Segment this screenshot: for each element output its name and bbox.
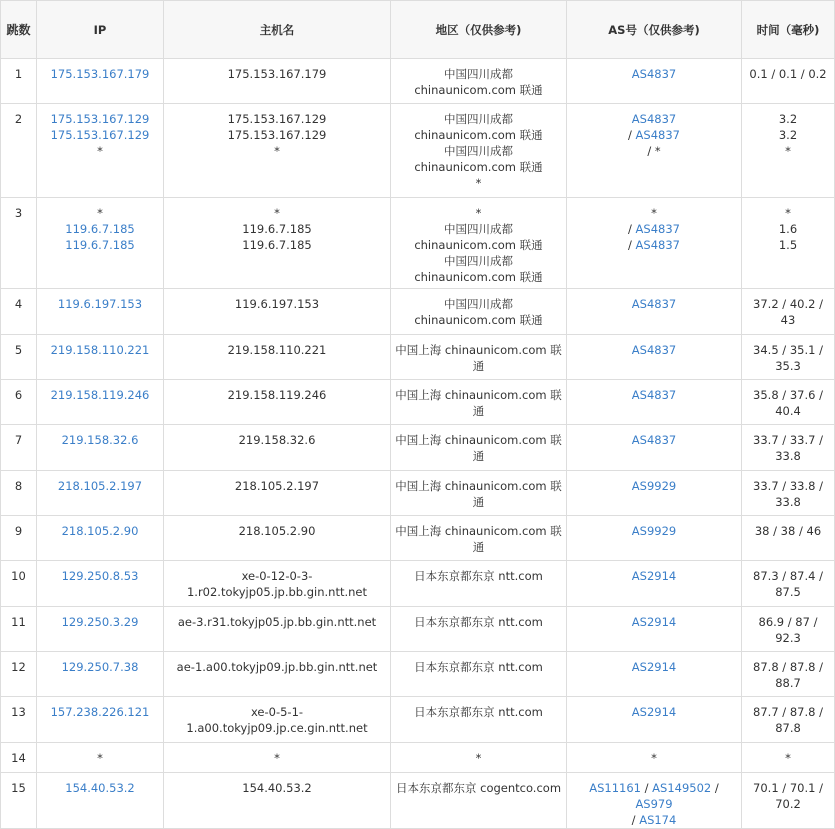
hostname-text: * (274, 206, 280, 220)
asn-link[interactable]: AS2914 (631, 615, 677, 629)
asn-line (571, 111, 737, 127)
hostname-cell (164, 607, 391, 652)
asn-cell (567, 425, 742, 471)
hostname-text: 219.158.32.6 (238, 433, 316, 447)
ip-link[interactable]: 119.6.7.185 (65, 222, 135, 236)
time-text: 37.2 / 40.2 / (753, 297, 823, 311)
asn-line (571, 750, 737, 766)
table-row (1, 697, 835, 743)
asn-link[interactable]: AS979 (635, 797, 673, 811)
region-text: 中国四川成都 (444, 254, 513, 268)
time-text: 0.1 / 0.1 / 0.2 (749, 67, 827, 81)
header-region: 地区（仅供参考) (391, 1, 567, 59)
header-hop-text: 跳数 (6, 22, 31, 37)
table-row (1, 652, 835, 697)
ip-cell (37, 471, 164, 516)
time-cell (742, 289, 835, 335)
region-cell (391, 471, 567, 516)
hostname-text: * (274, 144, 280, 158)
hostname-cell (164, 743, 391, 773)
asn-link[interactable]: AS4837 (635, 222, 680, 236)
asn-line (571, 614, 737, 630)
asn-line (571, 432, 737, 448)
time-text: 87.7 / 87.8 / (753, 705, 823, 719)
ip-link[interactable]: 219.158.32.6 (61, 433, 139, 447)
asn-line (571, 478, 737, 494)
table-row (1, 335, 835, 380)
ip-link[interactable]: 218.105.2.197 (57, 479, 143, 493)
asn-separator: / (628, 238, 636, 252)
table-row (1, 773, 835, 829)
time-text: 33.8 (775, 495, 801, 509)
time-text: * (785, 206, 791, 220)
ip-cell (37, 697, 164, 743)
asn-cell (567, 104, 742, 198)
hop-number: 12 (11, 660, 26, 674)
region-text: 中国上海 chinaunicom.com 联 (395, 388, 562, 402)
region-text: * (475, 176, 482, 190)
asn-cell (567, 607, 742, 652)
hop-number: 8 (14, 479, 23, 493)
time-cell (742, 198, 835, 289)
header-hop (1, 1, 37, 59)
asn-line (571, 568, 737, 584)
time-text: 35.3 (775, 359, 801, 373)
asn-link[interactable]: AS2914 (631, 569, 677, 583)
hop-number: 5 (14, 343, 23, 357)
time-cell (742, 471, 835, 516)
hostname-text: ae-3.r31.tokyjp05.jp.bb.gin.ntt.net (177, 615, 377, 629)
table-header (1, 1, 835, 59)
hop-number: 15 (11, 781, 26, 795)
time-text: 87.8 (775, 721, 801, 735)
hop-number: 2 (14, 112, 23, 126)
asn-cell (567, 289, 742, 335)
region-text: 日本东京都东京 ntt.com (414, 615, 543, 629)
ip-link[interactable]: 119.6.197.153 (57, 297, 143, 311)
hop-number: 13 (11, 705, 26, 719)
region-text: 通 (472, 495, 485, 509)
asn-cell (567, 697, 742, 743)
hop-cell (1, 104, 37, 198)
asn-cell (567, 471, 742, 516)
time-text: 86.9 / 87 / (758, 615, 818, 629)
time-cell (742, 743, 835, 773)
ip-link[interactable]: 129.250.7.38 (61, 660, 139, 674)
hostname-text: ae-1.a00.tokyjp09.jp.bb.gin.ntt.net (176, 660, 378, 674)
hostname-text: 175.153.167.129 (227, 128, 327, 142)
hop-cell (1, 607, 37, 652)
hop-number: 3 (14, 206, 23, 220)
time-text: 87.8 / 87.8 / (753, 660, 823, 674)
asn-cell (567, 773, 742, 829)
time-text: 43 (780, 313, 796, 327)
region-cell (391, 773, 567, 829)
ip-link[interactable]: 154.40.53.2 (65, 781, 135, 795)
hostname-cell (164, 59, 391, 104)
time-text: 3.2 (778, 128, 798, 142)
region-text: 中国四川成都 (444, 144, 513, 158)
time-cell (742, 561, 835, 607)
asn-link[interactable]: AS174 (639, 813, 677, 827)
header-time: 时间（毫秒) (742, 1, 835, 59)
hop-cell (1, 380, 37, 425)
time-text: 35.8 / 37.6 / (753, 388, 823, 402)
time-text: 87.3 / 87.4 / (753, 569, 823, 583)
hostname-text: 219.158.110.221 (227, 343, 327, 357)
hostname-text: 175.153.167.179 (227, 67, 327, 81)
time-text: 1.6 (778, 222, 798, 236)
hop-number: 1 (14, 67, 23, 81)
time-text: 70.1 / 70.1 / (753, 781, 823, 795)
region-text: chinaunicom.com 联通 (414, 313, 543, 327)
hop-cell (1, 289, 37, 335)
asn-separator: / (628, 222, 636, 236)
region-text: * (475, 206, 482, 220)
time-cell (742, 104, 835, 198)
time-text: 92.3 (775, 631, 801, 645)
table-body (1, 59, 835, 829)
region-text: 通 (472, 449, 485, 463)
asn-line (571, 143, 737, 159)
region-cell (391, 697, 567, 743)
region-cell (391, 198, 567, 289)
ip-cell (37, 198, 164, 289)
hostname-text: 175.153.167.129 (227, 112, 327, 126)
hop-cell (1, 561, 37, 607)
hop-number: 4 (14, 297, 23, 311)
time-text: 40.4 (775, 404, 801, 418)
asn-line (571, 66, 737, 82)
asn-cell (567, 198, 742, 289)
hostname-text: xe-0-12-0-3- (241, 569, 313, 583)
region-text: chinaunicom.com 联通 (414, 83, 543, 97)
ip-link[interactable]: 129.250.3.29 (61, 615, 139, 629)
ip-link: * (97, 206, 103, 220)
hostname-cell (164, 380, 391, 425)
table-row (1, 425, 835, 471)
hostname-text: * (274, 751, 280, 765)
region-text: 日本东京都东京 ntt.com (414, 705, 543, 719)
asn-link[interactable]: AS4837 (631, 388, 677, 402)
asn-link: * (651, 206, 657, 220)
asn-line (571, 221, 737, 237)
ip-cell (37, 516, 164, 561)
asn-cell (567, 652, 742, 697)
hop-number: 9 (14, 524, 23, 538)
asn-link[interactable]: AS2914 (631, 705, 677, 719)
hostname-text: 119.6.7.185 (242, 238, 312, 252)
time-text: 88.7 (775, 676, 801, 690)
asn-link[interactable]: AS9929 (631, 524, 677, 538)
region-text: 中国四川成都 (444, 297, 513, 311)
time-text: 1.5 (778, 238, 798, 252)
region-text: 日本东京都东京 ntt.com (414, 660, 543, 674)
region-cell (391, 380, 567, 425)
hop-cell (1, 198, 37, 289)
ip-link[interactable]: 219.158.119.246 (50, 388, 150, 402)
ip-link[interactable]: 129.250.8.53 (61, 569, 139, 583)
hop-cell (1, 652, 37, 697)
asn-line (571, 127, 737, 143)
region-text: 中国上海 chinaunicom.com 联 (395, 524, 562, 538)
asn-link[interactable]: AS4837 (635, 128, 680, 142)
ip-cell (37, 289, 164, 335)
hostname-text: 154.40.53.2 (242, 781, 312, 795)
table-row (1, 607, 835, 652)
asn-cell (567, 59, 742, 104)
region-cell (391, 59, 567, 104)
asn-line (571, 523, 737, 539)
asn-link[interactable]: AS9929 (631, 479, 677, 493)
time-cell (742, 607, 835, 652)
time-cell (742, 697, 835, 743)
asn-link[interactable]: AS149502 (652, 781, 712, 795)
table-row (1, 198, 835, 289)
region-text: chinaunicom.com 联通 (414, 128, 543, 142)
ip-cell (37, 743, 164, 773)
region-text: 中国上海 chinaunicom.com 联 (395, 433, 562, 447)
table-row (1, 289, 835, 335)
ip-link: * (97, 144, 103, 158)
hostname-cell (164, 335, 391, 380)
hop-number: 7 (14, 433, 23, 447)
ip-cell (37, 607, 164, 652)
ip-cell (37, 773, 164, 829)
time-text: 87.5 (775, 585, 801, 599)
asn-separator: / (640, 781, 653, 795)
region-text: 中国四川成都 (444, 112, 513, 126)
asn-link[interactable]: AS11161 (589, 781, 641, 795)
ip-link[interactable]: 175.153.167.129 (50, 128, 150, 142)
hostname-cell (164, 104, 391, 198)
hostname-cell (164, 652, 391, 697)
hostname-cell (164, 471, 391, 516)
time-cell (742, 652, 835, 697)
hop-cell (1, 425, 37, 471)
asn-separator: / (631, 813, 640, 827)
hop-number: 10 (11, 569, 26, 583)
hostname-text: 119.6.197.153 (234, 297, 320, 311)
region-text: 日本东京都东京 ntt.com (414, 569, 543, 583)
time-text: 33.8 (775, 449, 801, 463)
asn-link: * (654, 144, 661, 158)
asn-line (571, 704, 737, 720)
hop-number: 6 (14, 388, 23, 402)
ip-link[interactable]: 157.238.226.121 (50, 705, 150, 719)
asn-cell (567, 516, 742, 561)
region-text: 通 (472, 540, 485, 554)
asn-link[interactable]: AS2914 (631, 660, 677, 674)
hostname-cell (164, 516, 391, 561)
region-cell (391, 425, 567, 471)
asn-separator: / (711, 781, 719, 795)
table-row (1, 380, 835, 425)
asn-link: * (651, 751, 657, 765)
hop-cell (1, 773, 37, 829)
asn-link[interactable]: AS4837 (631, 433, 677, 447)
region-cell (391, 104, 567, 198)
time-cell (742, 773, 835, 829)
region-cell (391, 516, 567, 561)
hostname-cell (164, 561, 391, 607)
hostname-text: 218.105.2.90 (238, 524, 316, 538)
time-text: 33.7 / 33.7 / (753, 433, 823, 447)
asn-cell (567, 561, 742, 607)
region-text: chinaunicom.com 联通 (414, 160, 543, 174)
ip-cell (37, 652, 164, 697)
asn-separator: / (628, 128, 636, 142)
ip-link: * (97, 751, 103, 765)
table-row (1, 561, 835, 607)
region-text: 通 (472, 359, 485, 373)
header-hostname: 主机名 (164, 1, 391, 59)
time-text: 3.2 (778, 112, 798, 126)
asn-line (571, 237, 737, 253)
asn-line (571, 659, 737, 675)
region-cell (391, 607, 567, 652)
region-cell (391, 561, 567, 607)
time-text: * (785, 751, 791, 765)
asn-link[interactable]: AS4837 (631, 67, 677, 81)
time-cell (742, 425, 835, 471)
time-text: * (785, 144, 791, 158)
ip-cell (37, 104, 164, 198)
asn-line (571, 387, 737, 403)
hostname-text: 1.r02.tokyjp05.jp.bb.gin.ntt.net (186, 585, 368, 599)
hop-number: 11 (11, 615, 26, 629)
asn-line (571, 205, 737, 221)
hostname-cell (164, 198, 391, 289)
time-cell (742, 59, 835, 104)
time-text: 70.2 (775, 797, 801, 811)
time-text: 33.7 / 33.8 / (753, 479, 823, 493)
table-row (1, 59, 835, 104)
ip-cell (37, 561, 164, 607)
hostname-cell (164, 425, 391, 471)
region-text: 通 (472, 404, 485, 418)
hostname-text: 219.158.119.246 (227, 388, 327, 402)
region-text: chinaunicom.com 联通 (414, 270, 543, 284)
region-text: 中国上海 chinaunicom.com 联 (395, 343, 562, 357)
region-cell (391, 743, 567, 773)
header-asn: AS号（仅供参考) (567, 1, 742, 59)
asn-line (571, 780, 737, 812)
table-row (1, 516, 835, 561)
time-text: 34.5 / 35.1 / (753, 343, 823, 357)
region-text: chinaunicom.com 联通 (414, 238, 543, 252)
asn-link[interactable]: AS4837 (631, 112, 677, 126)
region-cell (391, 335, 567, 380)
region-text: 中国上海 chinaunicom.com 联 (395, 479, 562, 493)
header-ip: IP (37, 1, 164, 59)
hostname-text: 1.a00.tokyjp09.jp.ce.gin.ntt.net (186, 721, 368, 735)
hostname-cell (164, 697, 391, 743)
asn-line (571, 812, 737, 828)
hop-cell (1, 516, 37, 561)
asn-line (571, 296, 737, 312)
asn-link[interactable]: AS4837 (631, 343, 677, 357)
table-row (1, 104, 835, 198)
table-row (1, 743, 835, 773)
asn-cell (567, 335, 742, 380)
hop-cell (1, 335, 37, 380)
ip-link[interactable]: 219.158.110.221 (50, 343, 150, 357)
asn-separator: / (647, 144, 655, 158)
time-cell (742, 380, 835, 425)
ip-link[interactable]: 218.105.2.90 (61, 524, 139, 538)
hop-cell (1, 697, 37, 743)
time-cell (742, 335, 835, 380)
ip-cell (37, 59, 164, 104)
hop-cell (1, 471, 37, 516)
hop-cell (1, 59, 37, 104)
region-cell (391, 289, 567, 335)
asn-line (571, 342, 737, 358)
ip-cell (37, 425, 164, 471)
hostname-text: 218.105.2.197 (234, 479, 320, 493)
ip-cell (37, 380, 164, 425)
asn-link[interactable]: AS4837 (631, 297, 677, 311)
ip-link[interactable]: 175.153.167.179 (50, 67, 150, 81)
time-cell (742, 516, 835, 561)
ip-cell (37, 335, 164, 380)
region-cell (391, 652, 567, 697)
hostname-cell (164, 289, 391, 335)
asn-cell (567, 743, 742, 773)
region-text: 日本东京都东京 cogentco.com (395, 781, 562, 795)
hop-cell (1, 743, 37, 773)
header-row (1, 1, 835, 59)
hostname-text: 119.6.7.185 (242, 222, 312, 236)
asn-cell (567, 380, 742, 425)
time-text: 38 / 38 / 46 (754, 524, 822, 538)
region-text: 中国四川成都 (444, 67, 513, 81)
hostname-text: xe-0-5-1- (250, 705, 304, 719)
region-text: * (475, 751, 482, 765)
ip-link[interactable]: 119.6.7.185 (65, 238, 135, 252)
asn-link[interactable]: AS4837 (635, 238, 680, 252)
region-text: 中国四川成都 (444, 222, 513, 236)
table-row (1, 471, 835, 516)
hop-number: 14 (11, 751, 26, 765)
hostname-cell (164, 773, 391, 829)
ip-link[interactable]: 175.153.167.129 (50, 112, 150, 126)
